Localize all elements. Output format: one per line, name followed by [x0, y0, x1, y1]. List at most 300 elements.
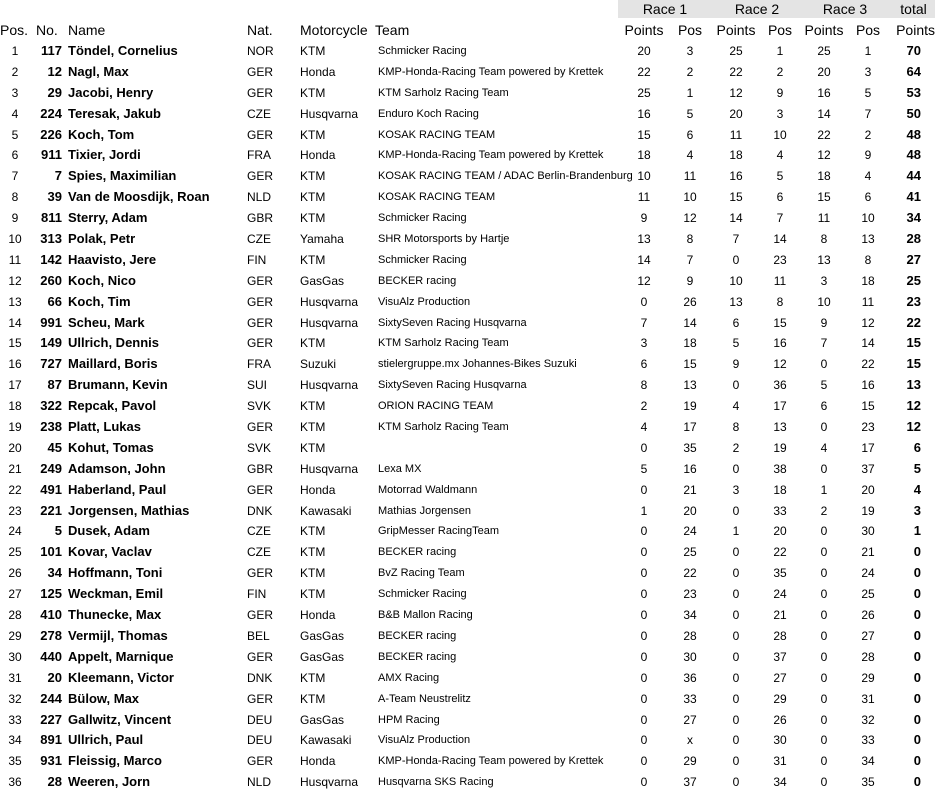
cell-r3-points: 0 — [820, 670, 828, 685]
cell-name: Koch, Nico — [68, 272, 136, 288]
cell-r1-points: 6 — [640, 357, 648, 372]
cell-r3-pos: 24 — [861, 566, 875, 581]
cell-team: Mathias Jorgensen — [378, 504, 471, 517]
cell-r2-points: 14 — [729, 211, 743, 226]
cell-team: KMP-Honda-Racing Team powered by Krettek — [378, 149, 604, 162]
cell-r2-points: 16 — [729, 169, 743, 184]
cell-r3-pos: 20 — [861, 482, 875, 497]
cell-r3-points: 0 — [820, 566, 828, 581]
cell-motorcycle: GasGas — [300, 273, 345, 288]
table-row — [0, 41, 935, 62]
cell-r1-points: 25 — [637, 85, 651, 100]
cell-r3-points: 0 — [820, 712, 828, 727]
cell-total: 13 — [906, 377, 921, 393]
cell-team: Schmicker Racing — [378, 212, 467, 225]
cell-r1-points: 12 — [637, 273, 651, 288]
cell-pos: 21 — [8, 461, 22, 476]
cell-r2-pos: 28 — [773, 628, 787, 643]
cell-r3-points: 25 — [817, 44, 831, 58]
table-row — [0, 689, 935, 710]
cell-r3-points: 15 — [817, 190, 831, 205]
cell-r2-pos: 2 — [776, 64, 784, 79]
cell-r3-pos: 27 — [861, 628, 875, 643]
cell-number: 39 — [47, 189, 62, 205]
cell-name: Brumann, Kevin — [68, 377, 168, 393]
table-row — [0, 668, 935, 689]
cell-r2-pos: 20 — [773, 524, 787, 539]
cell-r2-pos: 13 — [773, 420, 787, 435]
cell-motorcycle: Husqvarna — [300, 775, 359, 790]
cell-number: 28 — [47, 774, 62, 790]
table-row — [0, 271, 935, 292]
cell-r1-pos: 7 — [686, 252, 694, 267]
cell-r2-points: 22 — [729, 64, 743, 79]
col-motorcycle-header: Motorcycle — [300, 22, 368, 38]
cell-r2-pos: 26 — [773, 712, 787, 727]
cell-team: Husqvarna SKS Racing — [378, 776, 494, 789]
cell-total: 0 — [913, 753, 921, 769]
cell-motorcycle: KTM — [300, 691, 326, 706]
cell-name: Kleemann, Victor — [68, 669, 174, 685]
cell-name: Weeren, Jorn — [68, 774, 151, 790]
cell-name: Sterry, Adam — [68, 210, 148, 226]
cell-r2-pos: 31 — [773, 754, 787, 769]
race3-header: Race 3 — [798, 0, 892, 18]
cell-r2-pos: 38 — [773, 461, 787, 476]
cell-team: BECKER racing — [378, 546, 457, 559]
cell-r1-points: 0 — [640, 775, 648, 790]
cell-pos: 23 — [8, 503, 22, 518]
table-row — [0, 730, 935, 751]
cell-pos: 9 — [11, 211, 19, 226]
cell-motorcycle: KTM — [300, 169, 326, 184]
cell-r2-pos: 30 — [773, 733, 787, 748]
cell-r2-points: 5 — [732, 336, 740, 351]
cell-r2-points: 0 — [732, 754, 740, 769]
cell-name: Töndel, Cornelius — [68, 43, 178, 58]
cell-motorcycle: KTM — [300, 85, 326, 100]
cell-nat: NOR — [247, 44, 274, 58]
cell-r2-points: 1 — [732, 524, 740, 539]
cell-name: Bülow, Max — [68, 690, 140, 706]
cell-motorcycle: KTM — [300, 399, 326, 414]
cell-r2-points: 6 — [732, 315, 740, 330]
cell-r2-points: 0 — [732, 649, 740, 664]
cell-number: 117 — [41, 43, 62, 58]
cell-r2-points: 15 — [729, 190, 743, 205]
cell-team: Motorrad Waldmann — [378, 483, 478, 496]
cell-motorcycle: Kawasaki — [300, 733, 352, 748]
cell-r1-pos: 24 — [683, 524, 697, 539]
cell-r3-pos: 2 — [864, 127, 872, 142]
cell-name: Nagl, Max — [68, 63, 129, 79]
cell-r2-pos: 37 — [773, 649, 787, 664]
cell-r2-pos: 7 — [776, 211, 784, 226]
cell-nat: FIN — [247, 587, 267, 602]
table-row — [0, 626, 935, 647]
cell-name: Platt, Lukas — [68, 419, 141, 435]
cell-number: 29 — [47, 84, 62, 100]
cell-r3-pos: 16 — [861, 378, 875, 393]
cell-r1-points: 20 — [637, 44, 651, 58]
cell-name: Fleissig, Marco — [68, 753, 162, 769]
cell-number: 142 — [40, 251, 62, 267]
cell-nat: NLD — [247, 190, 272, 205]
cell-r1-pos: 16 — [683, 461, 697, 476]
cell-r3-pos: 13 — [861, 232, 875, 247]
cell-nat: GER — [247, 127, 274, 142]
cell-r1-points: 4 — [640, 420, 648, 435]
cell-r2-pos: 10 — [773, 127, 787, 142]
cell-total: 64 — [906, 63, 921, 79]
cell-r2-points: 10 — [729, 273, 743, 288]
cell-total: 27 — [906, 251, 921, 267]
cell-r2-points: 20 — [729, 106, 743, 121]
cell-motorcycle: Honda — [300, 148, 336, 163]
cell-team: ORION RACING TEAM — [378, 400, 494, 413]
cell-r1-pos: 23 — [683, 587, 697, 602]
cell-r1-points: 0 — [640, 524, 648, 539]
col-r3-pos-header: Pos — [855, 22, 881, 38]
table-row — [0, 250, 935, 271]
cell-r1-points: 0 — [640, 566, 648, 581]
cell-nat: GER — [247, 608, 274, 623]
cell-name: Haberland, Paul — [68, 481, 167, 497]
cell-name: Appelt, Marnique — [68, 648, 174, 664]
cell-r1-pos: 3 — [686, 44, 694, 58]
cell-team: BECKER racing — [378, 274, 457, 287]
col-total-points-header: Points — [896, 22, 935, 38]
cell-name: Kohut, Tomas — [68, 439, 154, 455]
cell-nat: CZE — [247, 524, 271, 539]
cell-nat: GER — [247, 566, 274, 581]
cell-motorcycle: KTM — [300, 440, 326, 455]
cell-motorcycle: Husqvarna — [300, 294, 359, 309]
cell-r3-points: 0 — [820, 733, 828, 748]
cell-r1-pos: 27 — [683, 712, 697, 727]
cell-pos: 11 — [8, 252, 22, 267]
cell-r2-points: 18 — [729, 148, 743, 163]
cell-name: Hoffmann, Toni — [68, 565, 163, 581]
cell-r3-pos: 1 — [864, 44, 872, 58]
cell-r1-points: 0 — [640, 649, 648, 664]
cell-r1-points: 0 — [640, 440, 648, 455]
cell-nat: GER — [247, 273, 274, 288]
cell-team: KOSAK RACING TEAM — [378, 128, 496, 141]
cell-number: 322 — [40, 398, 62, 414]
cell-r2-points: 0 — [732, 775, 740, 790]
cell-r2-pos: 21 — [773, 608, 787, 623]
cell-pos: 13 — [8, 294, 22, 309]
cell-total: 22 — [906, 314, 921, 330]
cell-r3-points: 0 — [820, 524, 828, 539]
table-row — [0, 292, 935, 313]
cell-motorcycle: Husqvarna — [300, 378, 359, 393]
cell-number: 227 — [40, 711, 62, 727]
cell-r1-pos: 37 — [683, 775, 697, 790]
cell-number: 34 — [47, 565, 62, 581]
cell-total: 0 — [913, 669, 921, 685]
cell-pos: 1 — [11, 44, 19, 58]
cell-number: 149 — [40, 335, 62, 351]
cell-r3-pos: 29 — [861, 670, 875, 685]
cell-team: BECKER racing — [378, 650, 457, 663]
cell-nat: GER — [247, 336, 274, 351]
cell-r3-pos: 37 — [861, 461, 875, 476]
cell-r1-points: 0 — [640, 628, 648, 643]
cell-r1-pos: 6 — [686, 127, 694, 142]
cell-r1-points: 0 — [640, 587, 648, 602]
col-r2-pos-header: Pos — [767, 22, 793, 38]
cell-team: HPM Racing — [378, 713, 440, 726]
cell-number: 226 — [40, 126, 62, 142]
cell-name: Teresak, Jakub — [68, 105, 161, 121]
cell-nat: FRA — [247, 357, 271, 372]
cell-r2-points: 0 — [732, 503, 740, 518]
table-row — [0, 751, 935, 772]
cell-team: GripMesser RacingTeam — [378, 525, 500, 538]
cell-nat: GER — [247, 420, 274, 435]
cell-name: Thunecke, Max — [68, 607, 162, 623]
cell-r1-points: 18 — [637, 148, 651, 163]
cell-pos: 32 — [8, 691, 22, 706]
cell-pos: 5 — [11, 127, 19, 142]
cell-r1-points: 15 — [637, 127, 651, 142]
cell-number: 727 — [40, 356, 62, 372]
cell-motorcycle: Honda — [300, 64, 336, 79]
cell-r2-pos: 9 — [776, 85, 784, 100]
cell-pos: 7 — [11, 169, 19, 184]
cell-r3-pos: 28 — [861, 649, 875, 664]
cell-r1-points: 0 — [640, 670, 648, 685]
cell-nat: NLD — [247, 775, 272, 790]
table-row — [0, 521, 935, 542]
table-row — [0, 501, 935, 522]
cell-r1-pos: 19 — [683, 399, 697, 414]
cell-total: 5 — [913, 460, 921, 476]
race2-header: Race 2 — [710, 0, 804, 18]
cell-team: SixtySeven Racing Husqvarna — [378, 316, 527, 329]
cell-total: 0 — [913, 607, 921, 623]
cell-total: 3 — [913, 502, 921, 518]
cell-r1-points: 14 — [637, 252, 651, 267]
cell-motorcycle: Honda — [300, 482, 336, 497]
cell-r3-pos: 7 — [864, 106, 872, 121]
cell-r3-pos: 26 — [861, 608, 875, 623]
cell-nat: CZE — [247, 232, 271, 247]
cell-number: 260 — [40, 272, 62, 288]
cell-nat: GBR — [247, 461, 274, 476]
cell-nat: GER — [247, 85, 274, 100]
table-row — [0, 584, 935, 605]
cell-r1-pos: 21 — [683, 482, 697, 497]
cell-number: 101 — [40, 544, 62, 560]
cell-r3-points: 0 — [820, 775, 828, 790]
cell-r2-points: 0 — [732, 461, 740, 476]
cell-name: Haavisto, Jere — [68, 251, 157, 267]
table-row — [0, 83, 935, 104]
table-row — [0, 166, 935, 187]
cell-nat: GER — [247, 482, 274, 497]
table-row — [0, 605, 935, 626]
cell-total: 15 — [906, 335, 921, 351]
cell-r1-pos: 35 — [683, 440, 697, 455]
cell-team: B&B Mallon Racing — [378, 609, 473, 622]
cell-r2-pos: 33 — [773, 503, 787, 518]
cell-r2-points: 11 — [729, 127, 743, 142]
cell-pos: 33 — [8, 712, 22, 727]
cell-pos: 22 — [8, 482, 22, 497]
cell-r2-points: 0 — [732, 628, 740, 643]
cell-total: 6 — [913, 439, 921, 455]
cell-name: Koch, Tom — [68, 126, 135, 142]
cell-r2-pos: 11 — [773, 273, 787, 288]
cell-r3-pos: 11 — [861, 294, 875, 309]
cell-r1-points: 0 — [640, 712, 648, 727]
cell-r1-pos: 1 — [686, 85, 694, 100]
cell-name: Tixier, Jordi — [68, 147, 141, 163]
cell-team: A-Team Neustrelitz — [378, 692, 471, 705]
cell-r1-pos: 2 — [686, 64, 694, 79]
cell-r2-points: 0 — [732, 670, 740, 685]
cell-number: 87 — [47, 377, 62, 393]
cell-r3-pos: 4 — [864, 169, 872, 184]
cell-r3-pos: 19 — [861, 503, 875, 518]
cell-r3-pos: 33 — [861, 733, 875, 748]
col-name-header: Name — [68, 22, 106, 38]
cell-r1-pos: 5 — [686, 106, 694, 121]
cell-r3-pos: 8 — [864, 252, 872, 267]
cell-r3-points: 0 — [820, 649, 828, 664]
cell-r1-points: 22 — [637, 64, 651, 79]
cell-number: 12 — [47, 63, 62, 79]
cell-pos: 27 — [8, 587, 22, 602]
cell-name: Ullrich, Paul — [68, 732, 144, 748]
cell-motorcycle: KTM — [300, 190, 326, 205]
cell-r2-pos: 35 — [773, 566, 787, 581]
cell-nat: GER — [247, 64, 274, 79]
cell-team: stielergruppe.mx Johannes-Bikes Suzuki — [378, 358, 577, 371]
cell-name: Ullrich, Dennis — [68, 335, 160, 351]
cell-team: VisuAlz Production — [378, 734, 471, 747]
cell-name: Adamson, John — [68, 460, 166, 476]
cell-nat: GER — [247, 169, 274, 184]
table-row — [0, 104, 935, 125]
cell-pos: 16 — [8, 357, 22, 372]
cell-r1-points: 0 — [640, 482, 648, 497]
cell-motorcycle: KTM — [300, 127, 326, 142]
cell-name: Scheu, Mark — [68, 314, 145, 330]
cell-r1-points: 3 — [640, 336, 648, 351]
cell-r3-points: 4 — [820, 440, 828, 455]
cell-r1-pos: 12 — [683, 211, 697, 226]
cell-r3-pos: 10 — [861, 211, 875, 226]
table-row — [0, 229, 935, 250]
cell-r2-pos: 27 — [773, 670, 787, 685]
cell-r1-points: 0 — [640, 545, 648, 560]
cell-r1-pos: 20 — [683, 503, 697, 518]
cell-r1-pos: 4 — [686, 148, 694, 163]
cell-r1-points: 5 — [640, 461, 648, 476]
cell-r2-points: 3 — [732, 482, 740, 497]
cell-r2-points: 0 — [732, 545, 740, 560]
cell-nat: DNK — [247, 670, 273, 685]
cell-number: 249 — [40, 460, 62, 476]
cell-r3-points: 7 — [820, 336, 828, 351]
cell-number: 410 — [40, 607, 62, 623]
cell-r1-pos: 30 — [683, 649, 697, 664]
cell-name: Kovar, Vaclav — [68, 544, 152, 560]
cell-total: 41 — [906, 189, 921, 205]
table-row — [0, 145, 935, 166]
cell-r3-points: 2 — [820, 503, 828, 518]
cell-r3-points: 9 — [820, 315, 828, 330]
cell-pos: 4 — [11, 106, 19, 121]
cell-team: AMX Racing — [378, 671, 440, 684]
cell-number: 911 — [41, 147, 62, 163]
cell-total: 48 — [906, 126, 921, 142]
cell-total: 0 — [913, 627, 921, 643]
cell-r2-points: 25 — [729, 44, 743, 58]
cell-total: 12 — [906, 398, 921, 414]
cell-team: KTM Sarholz Racing Team — [378, 421, 509, 434]
cell-r2-points: 4 — [732, 399, 740, 414]
cell-number: 238 — [40, 419, 62, 435]
cell-nat: FIN — [247, 252, 267, 267]
cell-total: 15 — [906, 356, 921, 372]
cell-team: Schmicker Racing — [378, 588, 467, 601]
cell-total: 0 — [913, 648, 921, 664]
cell-number: 7 — [54, 168, 62, 184]
table-row — [0, 208, 935, 229]
cell-r2-points: 0 — [732, 587, 740, 602]
table-row — [0, 354, 935, 375]
cell-r1-points: 9 — [640, 211, 648, 226]
cell-team: Enduro Koch Racing — [378, 107, 479, 120]
cell-r2-points: 0 — [732, 566, 740, 581]
cell-r1-pos: 18 — [683, 336, 697, 351]
cell-total: 0 — [913, 732, 921, 748]
cell-r1-points: 16 — [637, 106, 651, 121]
cell-nat: DEU — [247, 733, 273, 748]
cell-pos: 20 — [8, 440, 22, 455]
cell-total: 4 — [913, 481, 921, 497]
cell-pos: 6 — [11, 148, 19, 163]
cell-nat: SVK — [247, 399, 272, 414]
cell-total: 0 — [913, 690, 921, 706]
cell-r1-pos: 10 — [683, 190, 697, 205]
cell-r3-pos: 12 — [861, 315, 875, 330]
cell-r2-points: 0 — [732, 712, 740, 727]
cell-r1-pos: 11 — [683, 169, 697, 184]
cell-r3-pos: 21 — [861, 545, 875, 560]
cell-motorcycle: GasGas — [300, 649, 345, 664]
cell-r1-points: 0 — [640, 733, 648, 748]
cell-r1-points: 7 — [640, 315, 648, 330]
cell-pos: 25 — [8, 545, 22, 560]
cell-r1-pos: 17 — [683, 420, 697, 435]
cell-pos: 10 — [8, 232, 22, 247]
cell-r2-pos: 3 — [776, 106, 784, 121]
cell-team: KTM Sarholz Racing Team — [378, 337, 509, 350]
table-row — [0, 480, 935, 501]
table-row — [0, 125, 935, 146]
cell-r2-pos: 6 — [776, 190, 784, 205]
cell-nat: GER — [247, 294, 274, 309]
cell-team: KTM Sarholz Racing Team — [378, 86, 509, 99]
col-r1-points-header: Points — [624, 22, 664, 38]
cell-team: BvZ Racing Team — [378, 567, 465, 580]
